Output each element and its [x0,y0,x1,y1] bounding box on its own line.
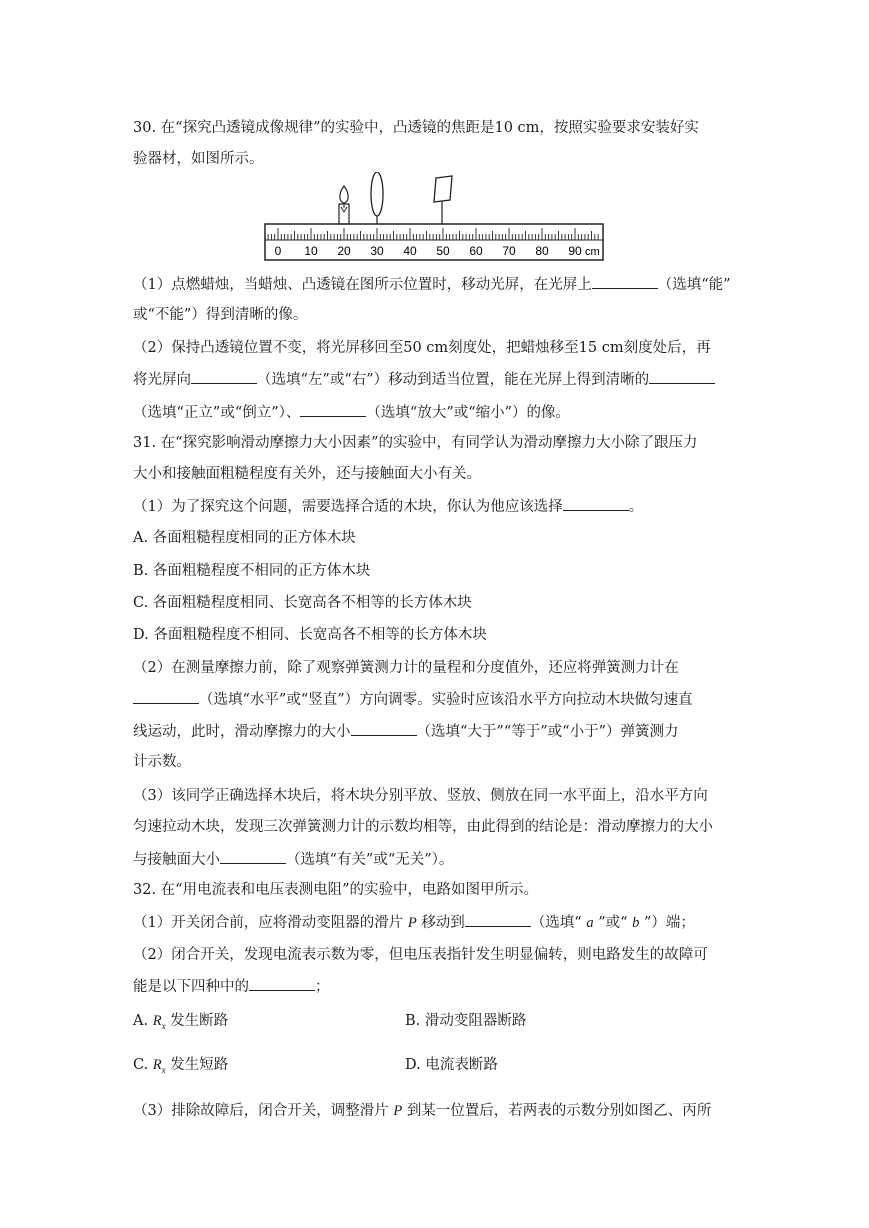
q32-part2-line1: （2）闭合开关，发现电流表示数为零，但电压表指针发生明显偏转，则电路发生的故障可 [133,947,708,963]
ruler-tick-label: 10 [304,244,318,258]
answer-blank[interactable] [191,369,257,384]
q30-part1-line2: 或“不能”）得到清晰的像。 [133,307,308,323]
ruler-tick-label: 30 [370,244,384,258]
q32-part1: （1）开关闭合前，应将滑动变阻器的滑片 P 移动到 （选填“ a ”或“ b ”）端； [133,912,695,933]
ruler-tick-label: 60 [469,244,483,258]
q30-part2-line2: 将光屏向 （选填“左”或“右”）移动到适当位置，能在光屏上得到清晰的 [133,369,715,390]
q31-stem-line2: 大小和接触面粗糙程度有关外，还与接触面大小有关。 [133,466,481,482]
q31-part3-line2: 匀速拉动木块，发现三次弹簧测力计的示数均相等，由此得到的结论是：滑动摩擦力的大小 [133,819,713,835]
q31-option-b: B. 各面粗糙程度不相同的正方体木块 [133,563,371,579]
answer-blank[interactable] [220,849,286,864]
ruler-tick-label: 50 [436,244,450,258]
convex-lens-icon [371,172,383,224]
q32-option-d: D. 电流表断路 [405,1057,498,1073]
q32-part2-line2: 能是以下四种中的 ； [133,976,330,997]
answer-blank[interactable] [649,369,715,384]
q31-option-d: D. 各面粗糙程度不相同、长宽高各不相等的长方体木块 [133,627,487,643]
q31-part2-line2: （选填“水平”或“竖直”）方向调零。实验时应该沿水平方向拉动木块做匀速直 [133,689,693,710]
q31-part2-line3: 线运动，此时，滑动摩擦力的大小 （选填“大于”“等于”或“小于”）弹簧测力 [133,721,678,742]
ruler-unit-label: cm [585,246,600,258]
q32-option-b: B. 滑动变阻器断路 [405,1013,527,1029]
ruler-ticks [268,228,598,240]
ruler-tick-label: 20 [337,244,351,258]
answer-blank[interactable] [563,496,629,511]
q32-option-a: A. $R_x$ 发生断路 [133,1013,229,1031]
ruler-tick-label: 80 [535,244,549,258]
q32-stem: 32. 在“用电流表和电压表测电阻”的实验中，电路如图甲所示。 [133,882,538,898]
q30-stem-line2: 验器材，如图所示。 [133,151,264,167]
q32-option-c: C. $R_x$ 发生短路 [133,1057,229,1075]
answer-blank[interactable] [592,274,658,289]
q31-option-a: A. 各面粗糙程度相同的正方体木块 [133,530,356,546]
q30-part1-line1: （1）点燃蜡烛，当蜡烛、凸透镜在图所示位置时，移动光屏，在光屏上 （选填“能” [133,274,731,295]
q31-stem-line1: 31. 在“探究影响滑动摩擦力大小因素”的实验中，有同学认为滑动摩擦力大小除了跟压力 [133,435,698,451]
answer-blank[interactable] [351,721,417,736]
ruler-tick-label: 40 [403,244,417,258]
q31-option-c: C. 各面粗糙程度相同、长宽高各不相等的长方体木块 [133,595,472,611]
q32-part3-line1: （3）排除故障后，闭合开关，调整滑片 P 到某一位置后，若两表的示数分别如图乙、丙所 [133,1103,712,1119]
q30-part2-line1: （2）保持凸透镜位置不变，将光屏移回至50 cm刻度处，把蜡烛移至15 cm刻度处后，再 [133,340,711,356]
q31-part3-line3: 与接触面大小 （选填“有关”或“无关”）。 [133,849,453,870]
ruler-tick-label: 0 [274,244,282,258]
optical-bench-figure [263,172,608,262]
q31-part2-line4: 计示数。 [133,754,191,770]
ruler-tick-label: 70 [502,244,516,258]
q30-stem-line1: 30. 在“探究凸透镜成像规律”的实验中，凸透镜的焦距是10 cm，按照实验要求安装好实 [133,120,699,136]
q31-part2-line1: （2）在测量摩擦力前，除了观察弹簧测力计的量程和分度值外，还应将弹簧测力计在 [133,660,679,676]
answer-blank[interactable] [465,912,531,927]
candle-icon [339,186,349,224]
answer-blank[interactable] [133,689,199,704]
answer-blank[interactable] [249,976,315,991]
ruler-tick-label: 90 [568,244,582,258]
q31-part1: （1）为了探究这个问题，需要选择合适的木块，你认为他应该选择 。 [133,496,643,517]
light-screen-icon [434,176,452,224]
q31-part3-line1: （3）该同学正确选择木块后，将木块分别平放、竖放、侧放在同一水平面上，沿水平方向 [133,788,708,804]
answer-blank[interactable] [300,402,366,417]
ruler-labels [275,244,600,258]
q30-part2-line3: （选填“正立”或“倒立”）、 （选填“放大”或“缩小”）的像。 [133,402,570,423]
